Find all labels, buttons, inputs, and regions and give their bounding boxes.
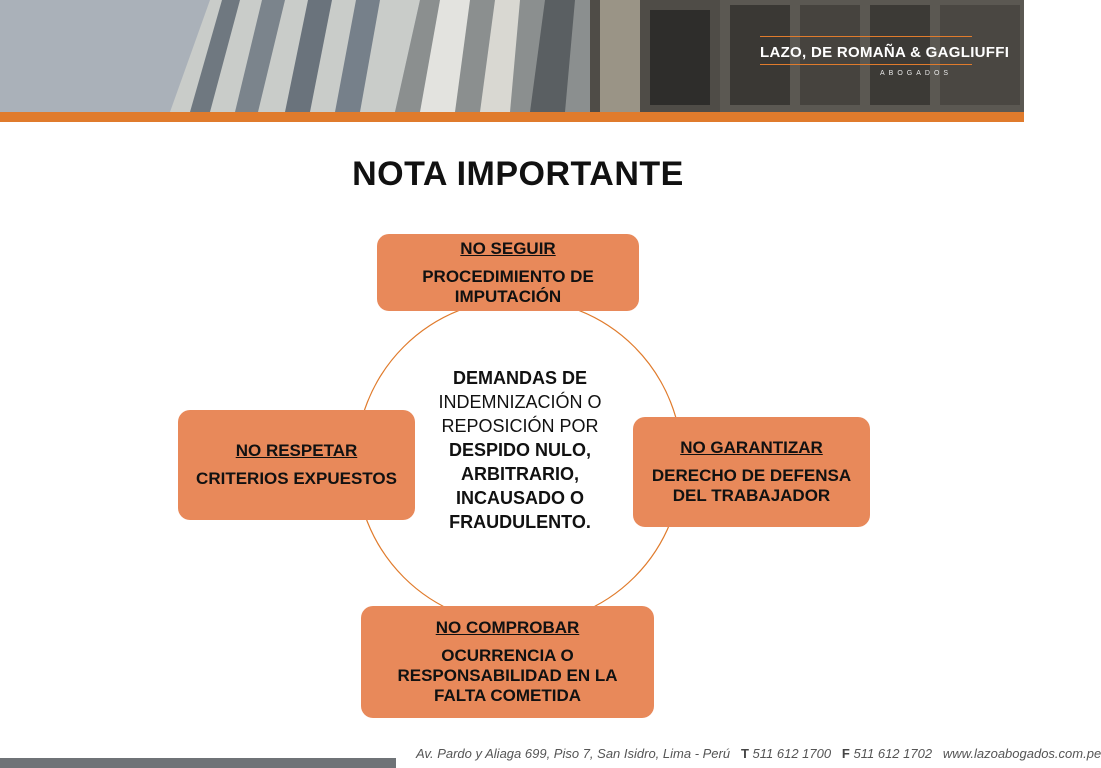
node-left	[178, 410, 415, 520]
footer-contact	[416, 746, 1101, 761]
page-title: NOTA IMPORTANTE	[352, 155, 684, 193]
footer-fax: 511 612 1702	[853, 746, 933, 761]
brand-subtitle: ABOGADOS	[880, 70, 953, 77]
center-line-3: DESPIDO NULO, ARBITRARIO, INCAUSADO O FRAUDULENTO.	[448, 440, 591, 532]
node-bottom	[361, 606, 654, 718]
node-right-text: DERECHO DE DEFENSA DEL TRABAJADOR	[651, 466, 852, 505]
node-bottom-text: OCURRENCIA O RESPONSABILIDAD EN LA FALTA COMETIDA	[397, 646, 618, 705]
node-top-heading: NO SEGUIR	[460, 238, 556, 258]
fax-label: F	[841, 746, 850, 761]
node-bottom-heading: NO COMPROBAR	[435, 618, 580, 637]
node-left-text: CRITERIOS EXPUESTOS	[196, 469, 397, 488]
center-line-2: INDEMNIZACIÓN O REPOSICIÓN POR	[438, 392, 602, 436]
brand-name: LAZO, DE ROMAÑA & GAGLIUFFI	[760, 44, 1010, 61]
footer-phone: 511 612 1700	[752, 746, 832, 761]
node-top-text: PROCEDIMIENTO DE IMPUTACIÓN	[422, 266, 594, 306]
footer-bar	[0, 758, 396, 768]
node-left-heading: NO RESPETAR	[235, 441, 358, 460]
footer-address: Av. Pardo y Aliaga 699, Piso 7, San Isidro, Lima - Perú	[416, 746, 731, 761]
center-line-1: DEMANDAS DE	[452, 368, 587, 388]
node-top	[377, 234, 639, 311]
center-text	[420, 366, 620, 534]
node-right	[633, 417, 870, 527]
phone-label: T	[740, 746, 749, 761]
web-label: www.	[942, 746, 974, 761]
footer-website: lazoabogados.com.pe	[973, 746, 1101, 761]
node-right-heading: NO GARANTIZAR	[680, 438, 823, 457]
